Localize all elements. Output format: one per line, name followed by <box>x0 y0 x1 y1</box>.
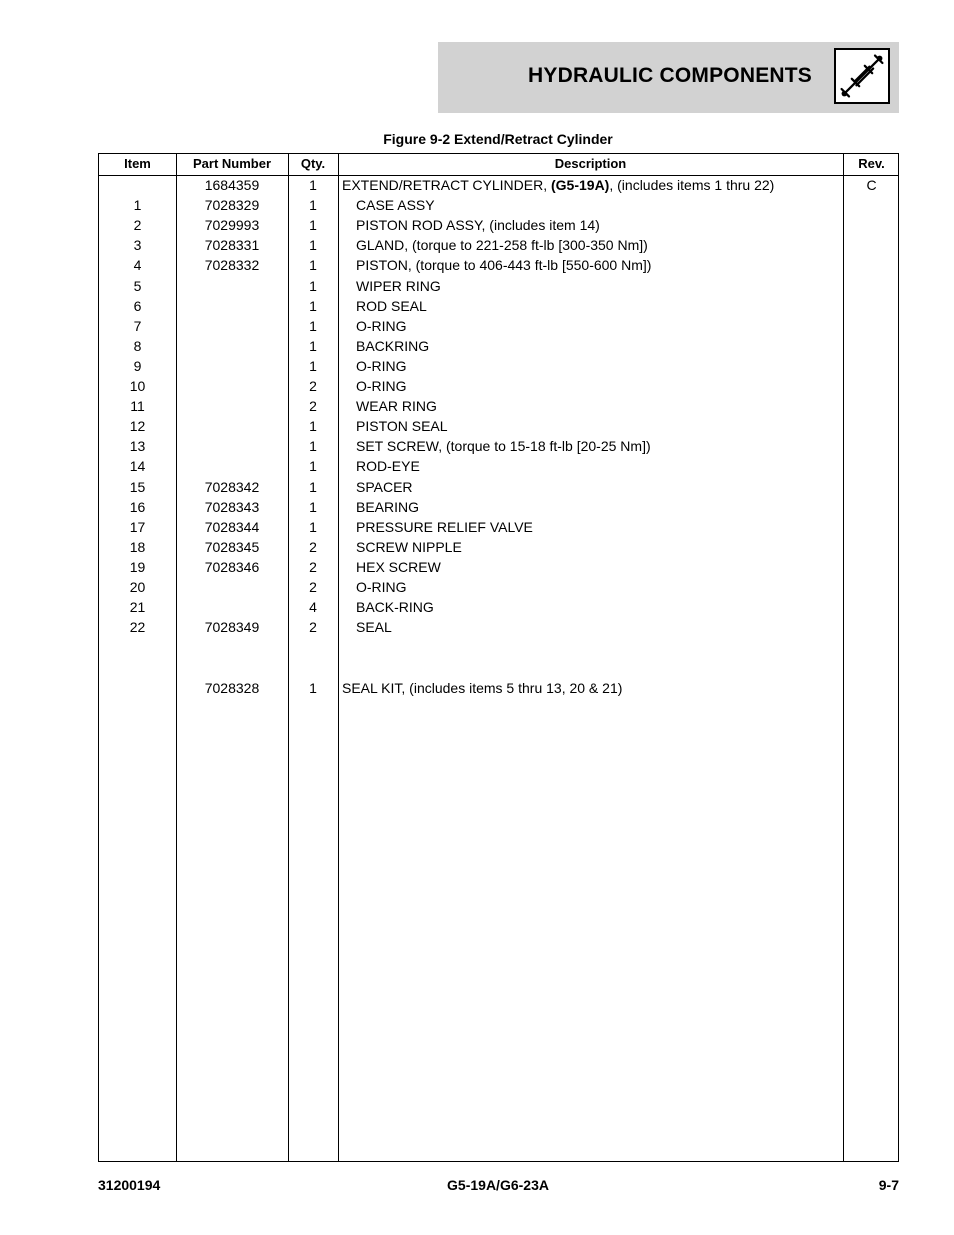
item-number: 1 <box>133 197 142 213</box>
description: ROD-EYE <box>356 458 420 474</box>
column-header-qty: Qty. <box>300 156 326 171</box>
figure-title: Figure 9-2 Extend/Retract Cylinder <box>383 131 613 147</box>
table-row <box>99 296 898 316</box>
item-number: 11 <box>130 398 145 414</box>
quantity: 1 <box>309 177 317 193</box>
table-row <box>99 416 898 436</box>
description: WIPER RING <box>356 278 441 294</box>
quantity: 1 <box>309 298 317 314</box>
part-number: 7028342 <box>204 479 260 495</box>
quantity: 1 <box>309 278 317 294</box>
description: BACKRING <box>356 338 430 354</box>
part-number: 7028332 <box>204 257 260 273</box>
description: O-RING <box>356 579 407 595</box>
quantity: 2 <box>309 398 317 414</box>
part-number: 1684359 <box>204 177 260 193</box>
description: PISTON SEAL <box>356 418 448 434</box>
item-number: 16 <box>129 499 146 515</box>
column-header-item: Item <box>124 156 151 171</box>
description: PISTON ROD ASSY, (includes item 14) <box>356 217 600 233</box>
part-number: 7028331 <box>204 237 260 253</box>
description: ROD SEAL <box>356 298 427 314</box>
part-number: 7028343 <box>204 499 260 515</box>
description-text: EXTEND/RETRACT CYLINDER, <box>342 177 551 193</box>
part-number: 7028345 <box>204 539 260 555</box>
description: BACK-RING <box>356 599 434 615</box>
description: CASE ASSY <box>356 197 435 213</box>
item-number: 22 <box>129 619 146 635</box>
quantity: 2 <box>309 378 317 394</box>
quantity: 1 <box>309 358 317 374</box>
table-row <box>99 537 898 557</box>
item-number: 4 <box>133 257 142 273</box>
revision: C <box>866 177 877 193</box>
model-designation: G5-19A/G6-23A <box>447 1177 549 1193</box>
table-row <box>99 215 898 235</box>
table-row <box>99 195 898 215</box>
quantity: 1 <box>309 338 317 354</box>
header-band <box>438 42 899 113</box>
parts-table <box>98 153 899 1162</box>
item-number: 14 <box>129 458 146 474</box>
description: WEAR RING <box>356 398 437 414</box>
item-number: 20 <box>129 579 146 595</box>
description: SEAL <box>356 619 392 635</box>
item-number: 12 <box>129 418 146 434</box>
hydraulic-cylinder-icon <box>834 48 890 104</box>
quantity: 2 <box>309 559 317 575</box>
quantity: 1 <box>309 519 317 535</box>
part-number: 7028328 <box>204 680 260 696</box>
description: BEARING <box>356 499 420 515</box>
quantity: 1 <box>309 217 317 233</box>
description-text: , (includes items 1 thru 22) <box>609 177 775 193</box>
column-header-description: Description <box>554 156 627 171</box>
description: SEAL KIT, (includes items 5 thru 13, 20 & 21) <box>342 680 623 696</box>
quantity: 4 <box>309 599 317 615</box>
item-number: 10 <box>129 378 146 394</box>
quantity: 1 <box>309 438 317 454</box>
quantity: 1 <box>309 479 317 495</box>
table-row <box>99 477 898 497</box>
table-row <box>99 577 898 597</box>
description: SET SCREW, (torque to 15-18 ft-lb [20-25 Nm]) <box>356 438 651 454</box>
item-number: 21 <box>129 599 146 615</box>
table-row-assembly <box>99 175 898 195</box>
part-number: 7028329 <box>204 197 260 213</box>
quantity: 2 <box>309 619 317 635</box>
quantity: 1 <box>309 458 317 474</box>
table-row <box>99 356 898 376</box>
description: PISTON, (torque to 406-443 ft-lb [550-600 Nm]) <box>356 257 652 273</box>
table-row <box>99 617 898 637</box>
description: O-RING <box>356 378 407 394</box>
item-number: 9 <box>133 358 142 374</box>
item-number: 7 <box>133 318 142 334</box>
item-number: 2 <box>133 217 142 233</box>
table-row <box>99 436 898 456</box>
table-row <box>99 597 898 617</box>
table-row <box>99 517 898 537</box>
column-header-part-number: Part Number <box>192 156 272 171</box>
quantity: 2 <box>309 579 317 595</box>
quantity: 1 <box>309 318 317 334</box>
item-number: 6 <box>133 298 142 314</box>
part-number: 7028344 <box>204 519 260 535</box>
table-row <box>99 255 898 275</box>
quantity: 1 <box>309 237 317 253</box>
part-number: 7028349 <box>204 619 260 635</box>
description: HEX SCREW <box>356 559 441 575</box>
description <box>342 175 842 195</box>
item-number: 18 <box>129 539 146 555</box>
quantity: 1 <box>309 680 317 696</box>
description: O-RING <box>356 318 407 334</box>
table-row <box>99 276 898 296</box>
quantity: 1 <box>309 197 317 213</box>
item-number: 19 <box>129 559 146 575</box>
table-row <box>99 396 898 416</box>
page-number: 9-7 <box>878 1177 899 1193</box>
description: SPACER <box>356 479 413 495</box>
table-row <box>99 456 898 476</box>
table-row <box>99 376 898 396</box>
document-number: 31200194 <box>98 1177 161 1193</box>
quantity: 2 <box>309 539 317 555</box>
item-number: 15 <box>129 479 146 495</box>
description: SCREW NIPPLE <box>356 539 462 555</box>
quantity: 1 <box>309 499 317 515</box>
column-header-rev: Rev. <box>858 156 885 171</box>
model-code: (G5-19A) <box>551 177 610 193</box>
description: O-RING <box>356 358 407 374</box>
quantity: 1 <box>309 257 317 273</box>
item-number: 5 <box>133 278 142 294</box>
page-title: HYDRAULIC COMPONENTS <box>528 64 813 87</box>
table-row <box>99 336 898 356</box>
quantity: 1 <box>309 418 317 434</box>
item-number: 13 <box>129 438 146 454</box>
item-number: 17 <box>129 519 146 535</box>
table-row <box>99 316 898 336</box>
part-number: 7028346 <box>204 559 260 575</box>
part-number: 7029993 <box>204 217 260 233</box>
description: PRESSURE RELIEF VALVE <box>356 519 533 535</box>
table-row <box>99 497 898 517</box>
description: GLAND, (torque to 221-258 ft-lb [300-350 Nm]) <box>356 237 648 253</box>
table-row <box>99 557 898 577</box>
table-row <box>99 235 898 255</box>
item-number: 3 <box>133 237 142 253</box>
item-number: 8 <box>133 338 142 354</box>
table-row-kit <box>99 678 898 698</box>
